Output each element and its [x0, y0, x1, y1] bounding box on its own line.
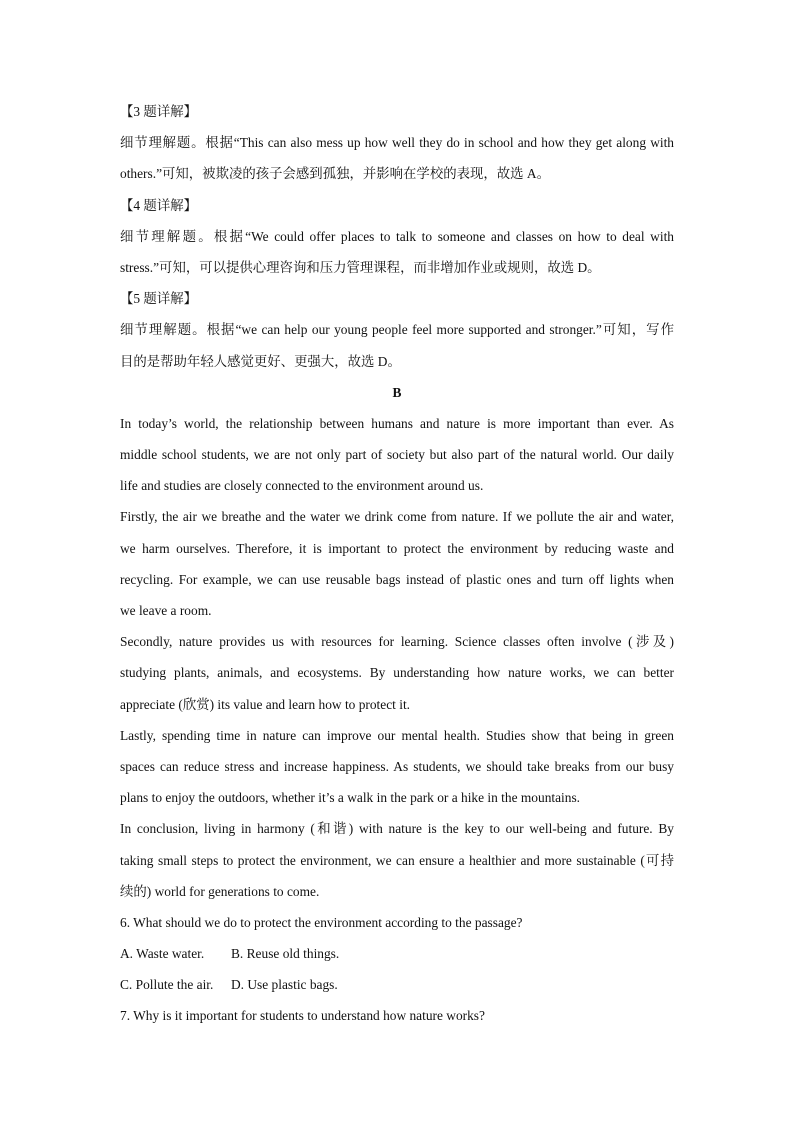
passage-line: middle school students, we are not only part of society but also part of the natural world. Our daily	[120, 447, 674, 463]
question-7-stem: 7. Why is it important for students to understand how nature works?	[120, 1008, 485, 1024]
option-a: A. Waste water.	[120, 946, 205, 962]
question-6-stem: 6. What should we do to protect the environment according to the passage?	[120, 914, 523, 930]
passage-line: we leave a room.	[120, 603, 212, 618]
passage-line: we harm ourselves. Therefore, it is important to protect the environment by reducing waste and	[120, 540, 674, 556]
section3-heading: 【3 题详解】	[120, 104, 197, 119]
option-b: B. Reuse old things.	[231, 946, 340, 962]
section4-heading: 【4 题详解】	[120, 197, 197, 213]
passage-line: studying plants, animals, and ecosystems. By understanding how nature works, we can better	[120, 665, 674, 681]
section3-line-1: 细节理解题。根据“This can also mess up how well they do in school and how they get along with	[120, 135, 674, 151]
passage-line: appreciate (欣赏) its value and learn how to protect it.	[120, 696, 411, 712]
passage-line: In conclusion, living in harmony (和谐) with nature is the key to our well-being and future. By	[120, 821, 674, 837]
passage-line: Firstly, the air we breathe and the water we drink come from nature. If we pollute the air and water,	[120, 509, 674, 525]
option-c: C. Pollute the air.	[120, 977, 214, 993]
passage-line: life and studies are closely connected to the environment around us.	[120, 478, 484, 494]
section5-line-1: 细节理解题。根据“we can help our young people feel more supported and stronger.”可知，写作	[120, 322, 674, 338]
passage-line: recycling. For example, we can use reusable bags instead of plastic ones and turn off lights when	[120, 571, 674, 587]
passage-b-title: B	[392, 384, 402, 400]
passage-line: taking small steps to protect the environment, we can ensure a healthier and more sustainable (可持	[120, 852, 674, 868]
passage-line: 续的) world for generations to come.	[120, 883, 320, 899]
section4-line-1: 细节理解题。根据“We could offer places to talk to someone and classes on how to deal with	[120, 228, 674, 244]
question-6-options-row-1	[120, 938, 674, 969]
passage-line: spaces can reduce stress and increase happiness. As students, we should take breaks from our busy	[120, 758, 674, 774]
section5-line-2: 目的是帮助年轻人感觉更好、更强大，故选 D。	[120, 353, 401, 369]
passage-line: Secondly, nature provides us with resources for learning. Science classes often involve (涉及)	[120, 634, 674, 650]
section3-line-2: others.”可知，被欺凌的孩子会感到孤独，并影响在学校的表现，故选 A。	[120, 166, 550, 182]
passage-line: plans to enjoy the outdoors, whether it’s a walk in the park or a hike in the mountains.	[120, 790, 581, 806]
section4-line-2: stress.”可知，可以提供心理咨询和压力管理课程，而非增加作业或规则，故选 D。	[120, 259, 601, 275]
passage-line: Lastly, spending time in nature can improve our mental health. Studies show that being in green	[120, 727, 674, 743]
document-page	[120, 96, 674, 1032]
option-d: D. Use plastic bags.	[231, 977, 338, 993]
question-6-options-row-2	[120, 969, 674, 1000]
passage-line: In today’s world, the relationship between humans and nature is more important than ever. As	[120, 415, 674, 431]
section5-heading: 【5 题详解】	[120, 291, 197, 307]
